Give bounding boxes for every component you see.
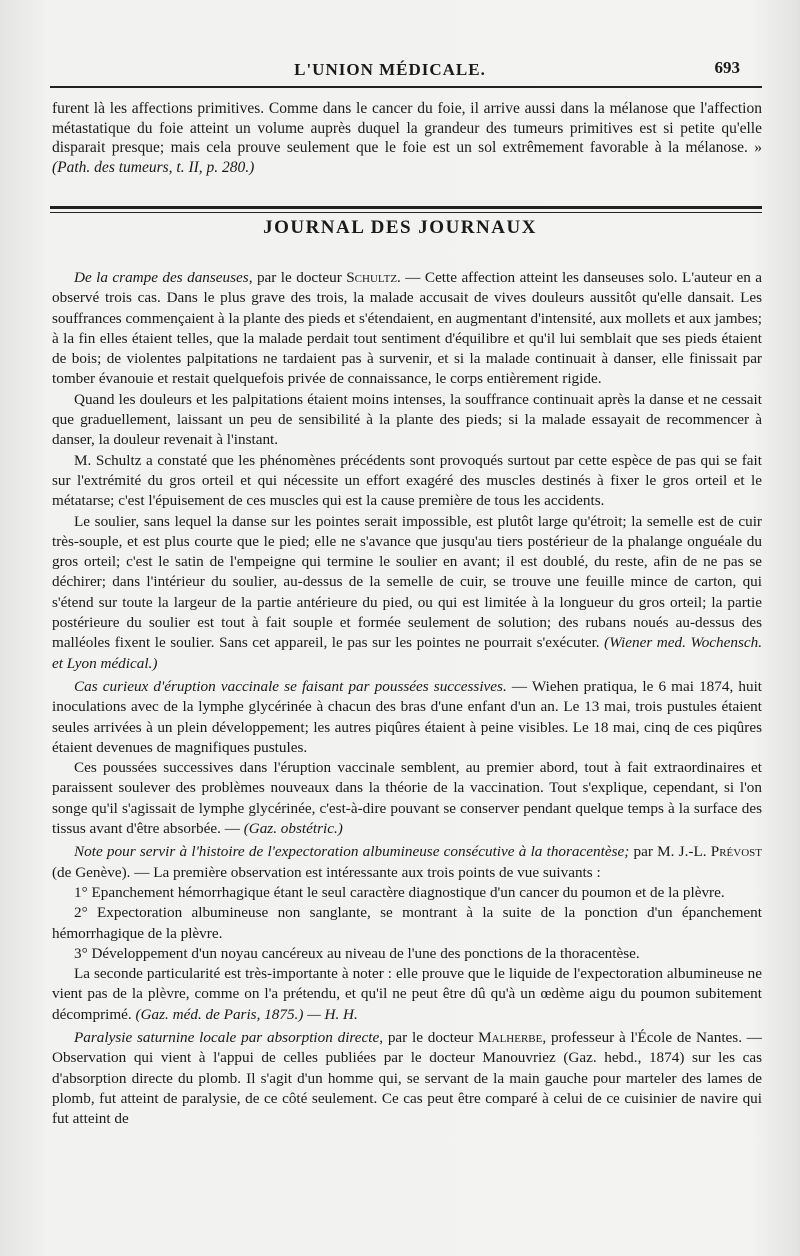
article-byline-after: (de Genève). — La première observation est intéressante aux trois points de vue suivants : <box>52 863 601 881</box>
article-source: (Wiener med. Wochensch. et Lyon médical.) <box>52 634 763 672</box>
article-vaccine <box>52 677 762 839</box>
article-paragraph: — Cette affection atteint les danseuses solo. L'auteur en a observé trois cas. Dans le plus grave des trois, la malade accusait de vives douleurs aussitôt qu'elle dansait. Les souffrances commençaient à la plante des pieds et s'étendaient, en augmentant d'intensité, aux mollets et aux jambes; à la fin elles étaient telles, que la malade perdait tout sentiment d'équilibre et qu'il lui semblait que ses pieds étaient de bois; de violentes palpitations ne tardaient pas à survenir, et si la malade continuait à danser, elle finissait par tomber évanouie et restait quelquefois privée de connaissance, le corps entièrement rigide. <box>52 269 762 388</box>
article-paragraph: Le soulier, sans lequel la danse sur les pointes serait impossible, est plutôt large qu'étroit; la semelle est de cuir très-souple, et est plus courte que le pied; elle ne s'avance que jusqu'au tiers postérieur de la phalange onguéale du gros orteil; c'est le satin de l'empeigne qui termine le soulier en avant; il est doublé, du reste, afin de ne pas se déchirer; dans l'intérieur du soulier, au-dessus de la semelle de cuir, se trouve une feuille mince de carton, qui s'étend sur toute la largeur de la partie antérieure du pied, ou qui est limitée à la longueur du gros orteil; la partie postérieure du soulier est tout à fait souple et formée seulement de solution; des rubans noués au-dessus des malléoles fixent le soulier. Sans cet appareil, le pas sur les pointes ne pourrait s'exécuter. <box>52 512 762 652</box>
article-title: Paralysie saturnine locale par absorption directe, <box>74 1028 384 1046</box>
article-closing: La seconde particularité est très-importante à noter : elle prouve que le liquide de l'expectoration albumineuse ne vient pas de la plèvre, comme on l'a prétendu, et qu'il ne peut être dû qu'à un œdème aigu du poumon subitement décomprimé. <box>52 965 762 1023</box>
article-author: Schultz. <box>346 269 401 286</box>
article-paragraph: Quand les douleurs et les palpitations étaient moins intenses, la souffrance continuait après la danse et ne cessait que graduellement, laissant un peu de sensibilité à la plante des pieds; si la malade essayait de recommencer à danser, la douleur revenait à l'instant. <box>52 390 762 449</box>
article-title: De la crampe des danseuses, <box>74 269 253 286</box>
lead-citation: (Path. des tumeurs, t. II, p. 280.) <box>52 158 255 176</box>
article-author: Prévost <box>710 843 762 861</box>
article-title: Note pour servir à l'histoire de l'expectoration albumineuse consécutive à la thoracentèse; <box>74 843 630 861</box>
section-title: JOURNAL DES JOURNAUX <box>263 217 537 238</box>
page-header <box>50 58 740 84</box>
lead-text: furent là les affections primitives. Comme dans le cancer du foie, il arrive aussi dans la mélanose que l'affection métastatique du foie atteint un volume auprès duquel la grandeur des tumeurs primitives est si petite qu'elle disparait presque; mais cela prouve seulement que le foie est un sol extrêmement favorable à la mélanose. » <box>52 100 762 156</box>
article-byline: par le docteur <box>383 1028 479 1046</box>
section-rule-bottom <box>50 212 762 213</box>
article-author: Malherbe <box>478 1028 543 1046</box>
article-expectoration <box>52 842 762 1025</box>
article-title: Cas curieux d'éruption vaccinale se faisant par poussées successives. <box>74 677 507 695</box>
article-paragraph: M. Schultz a constaté que les phénomènes précédents sont provoqués surtout par cette espèce de pas qui se fait sur l'extrémité du gros orteil et qui nécessite un effort exagéré des muscles destinés à fixer le gros orteil et le métatarse; c'est l'épuisement de ces muscles qui est la cause première de tous les accidents. <box>52 451 762 510</box>
running-title: L'UNION MÉDICALE. <box>294 60 486 79</box>
list-item: 2° Expectoration albumineuse non sanglante, se montrant à la suite de la ponction d'un épanchement hémorrhagique de la plèvre. <box>52 904 762 942</box>
article-source: (Gaz. méd. de Paris, 1875.) — H. H. <box>135 1005 358 1023</box>
journal-body <box>52 268 762 1129</box>
section-rule-top <box>50 206 762 209</box>
article-paragraph: , professeur à l'École de Nantes. — Observation qui vient à l'appui de celles publiées par le docteur Manouvriez (Gaz. hebd., 1874) sur les cas d'absorption directe du plomb. Il s'agit d'un homme qui, se servant de la main gauche pour marteler des lames de plomb, fut atteint de paralysie, de ce côté seulement. Ce cas peut être comparé à celui de ce cuisinier de navire qui fut atteint de <box>52 1028 762 1128</box>
article-byline: par le docteur <box>252 269 347 286</box>
article-paragraph: — Wiehen pratiqua, le 6 mai 1874, huit inoculations avec de la lymphe glycérinée à chacun des bras d'une enfant d'un an. Le 13 mai, trois pustules étaient seules arrivées à un plein développement; les autres piqûres étaient à peine visibles. Le 18 mai, cinq de ces piqûres étaient devenues de magnifiques pustules. <box>52 677 763 756</box>
list-item: 1° Epanchement hémorrhagique étant le seul caractère diagnostique d'un cancer du poumon et de la plèvre. <box>74 883 725 901</box>
article-paragraph: Ces poussées successives dans l'éruption vaccinale semblent, au premier abord, tout à fait extraordinaires et paraissent soulever des problèmes nouveaux dans la théorie de la vaccination. Tout s'explique, cependant, si l'on songe qu'il s'agissait de lymphe glycérinée, c'est-à-dire pouvant se conserver pendant quelque temps à la surface des tissus avant d'être absorbée. — <box>52 759 762 838</box>
page-number: 693 <box>714 58 740 77</box>
list-item: 3° Développement d'un noyau cancéreux au niveau de l'une des ponctions de la thoracentèse. <box>74 944 640 962</box>
lead-paragraph <box>52 99 762 177</box>
header-rule <box>50 86 762 88</box>
article-crampe <box>52 268 762 674</box>
article-byline: par M. J.-L. <box>629 843 711 861</box>
article-paralysie <box>52 1028 762 1129</box>
article-source: (Gaz. obstétric.) <box>243 820 343 838</box>
